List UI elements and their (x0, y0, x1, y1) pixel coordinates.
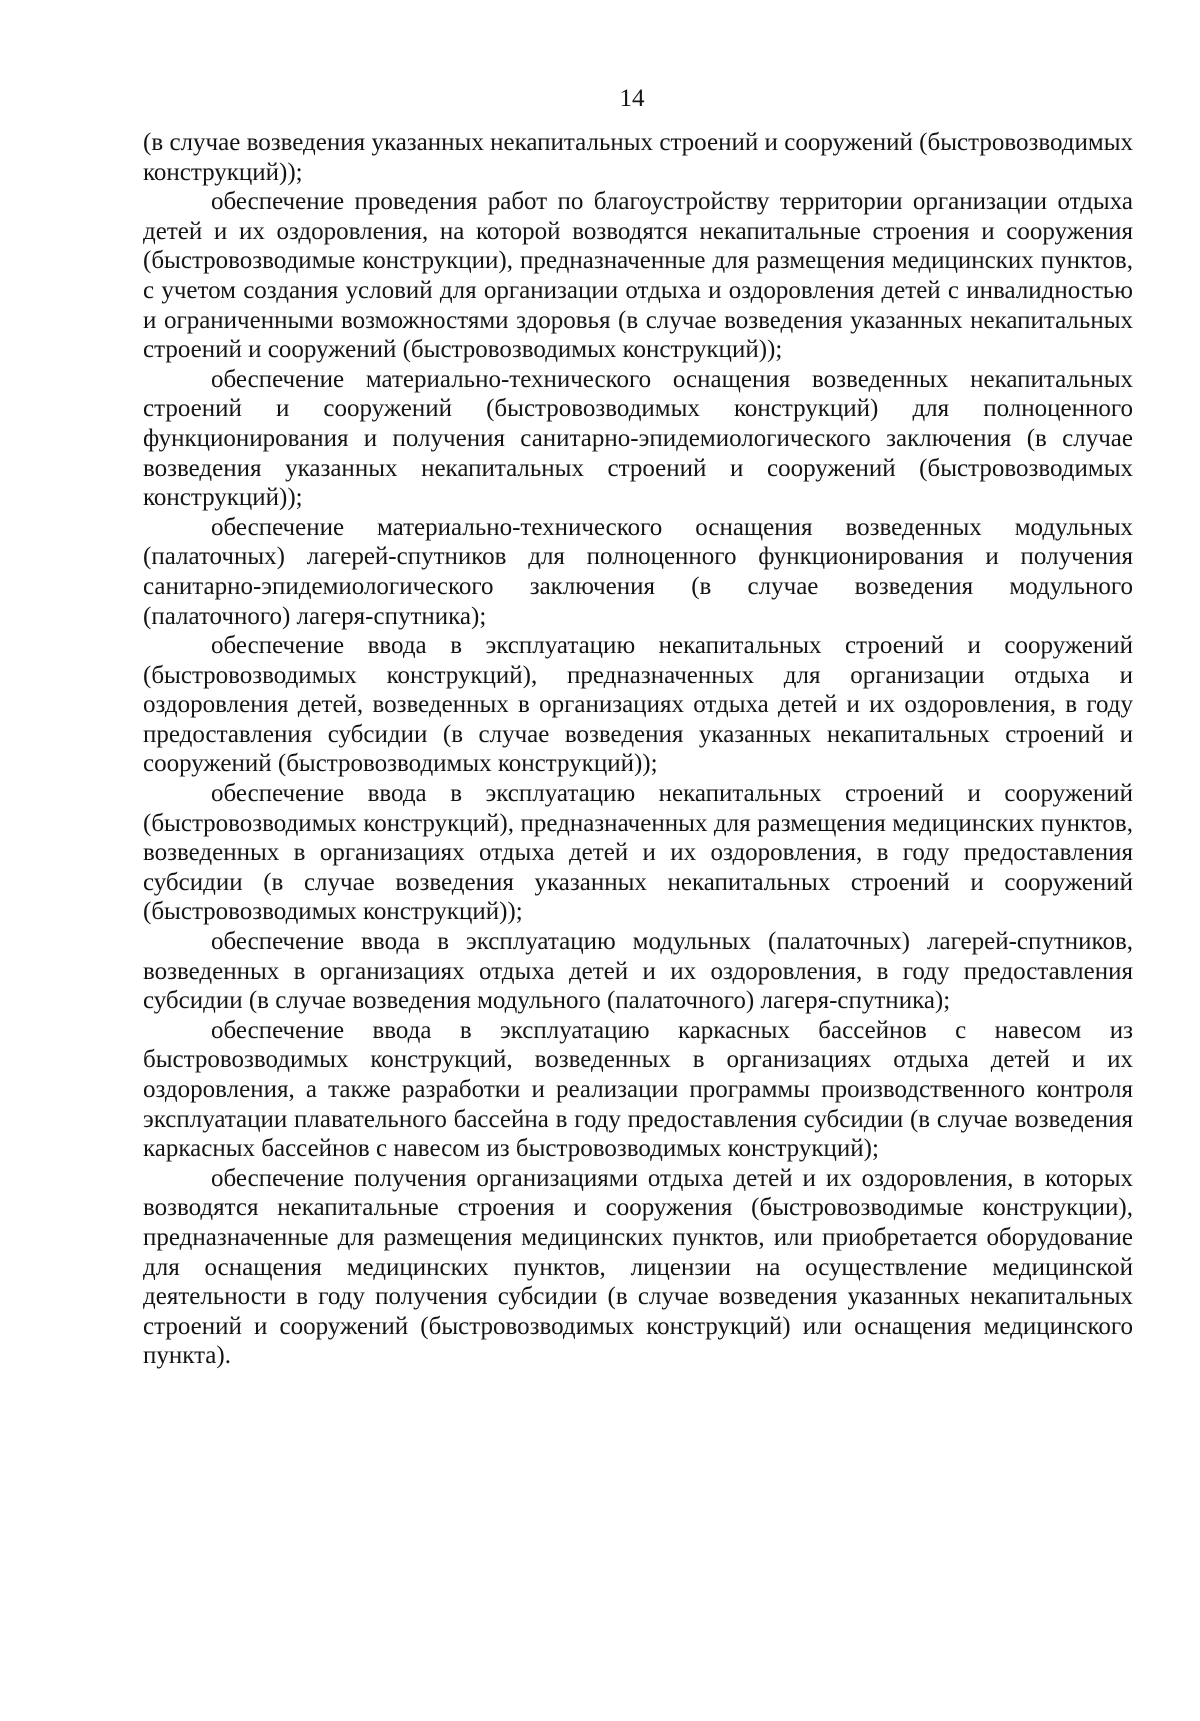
paragraph-medical-license: обеспечение получения организациями отдыха детей и их оздоровления, в которых возводятся некапитальные строения и сооружения (быстровозводимые конструкции), предназначенные для размещения медицинских пунктов, или приобретается оборудование для оснащения медицинских пунктов, лицензии на осуществление медицинской деятельности в году получения субсидии (в случае возведения указанных некапитальных строений и сооружений (быстровозводимых конструкций) или оснащения медицинского пункта). (143, 1164, 1133, 1370)
paragraph-commissioning-pools: обеспечение ввода в эксплуатацию каркасных бассейнов с навесом из быстровозводимых конструкций, возведенных в организациях отдыха детей и их оздоровления, а также разработки и реализации программы производственного контроля эксплуатации плавательного бассейна в году предоставления субсидии (в случае возведения каркасных бассейнов с навесом из быстровозводимых конструкций); (143, 1016, 1133, 1163)
paragraph-equipping-camps: обеспечение материально-технического оснащения возведенных модульных (палаточных) лагерей-спутников для полноценного функционирования и получения санитарно-эпидемиологического заключения (в случае возведения модульного (палаточного) лагеря-спутника); (143, 513, 1133, 630)
paragraph-equipping-structures: обеспечение материально-технического оснащения возведенных некапитальных строений и сооружений (быстровозводимых конструкций) для полноценного функционирования и получения санитарно-эпидемиологического заключения (в случае возведения указанных некапитальных строений и сооружений (быстровозводимых конструкций)); (143, 365, 1133, 512)
paragraph-continuation: (в случае возведения указанных некапитальных строений и сооружений (быстровозводимых конструкций)); (143, 129, 1133, 186)
paragraph-commissioning-medical: обеспечение ввода в эксплуатацию некапитальных строений и сооружений (быстровозводимых конструкций), предназначенных для размещения медицинских пунктов, возведенных в организациях отдыха детей и их оздоровления, в году предоставления субсидии (в случае возведения указанных некапитальных строений и сооружений (быстровозводимых конструкций)); (143, 780, 1133, 926)
document-body (143, 128, 1133, 1371)
paragraph-commissioning-camps: обеспечение ввода в эксплуатацию модульных (палаточных) лагерей-спутников, возведенных в организациях отдыха детей и их оздоровления, в году предоставления субсидии (в случае возведения модульного (палаточного) лагеря-спутника); (143, 928, 1133, 1015)
page-number: 14 (619, 85, 645, 112)
paragraph-landscaping: обеспечение проведения работ по благоустройству территории организации отдыха детей и их оздоровления, на которой возводятся некапитальные строения и сооружения (быстровозводимые конструкции), предназначенные для размещения медицинских пунктов, с учетом создания условий для организации отдыха и оздоровления детей с инвалидностью и ограниченными возможностями здоровья (в случае возведения указанных некапитальных строений и сооружений (быстровозводимых конструкций)); (143, 188, 1133, 364)
paragraph-commissioning-recreation: обеспечение ввода в эксплуатацию некапитальных строений и сооружений (быстровозводимых конструкций), предназначенных для организации отдыха и оздоровления детей, возведенных в организациях отдыха детей и их оздоровления, в году предоставления субсидии (в случае возведения указанных некапитальных строений и сооружений (быстровозводимых конструкций)); (143, 632, 1133, 778)
